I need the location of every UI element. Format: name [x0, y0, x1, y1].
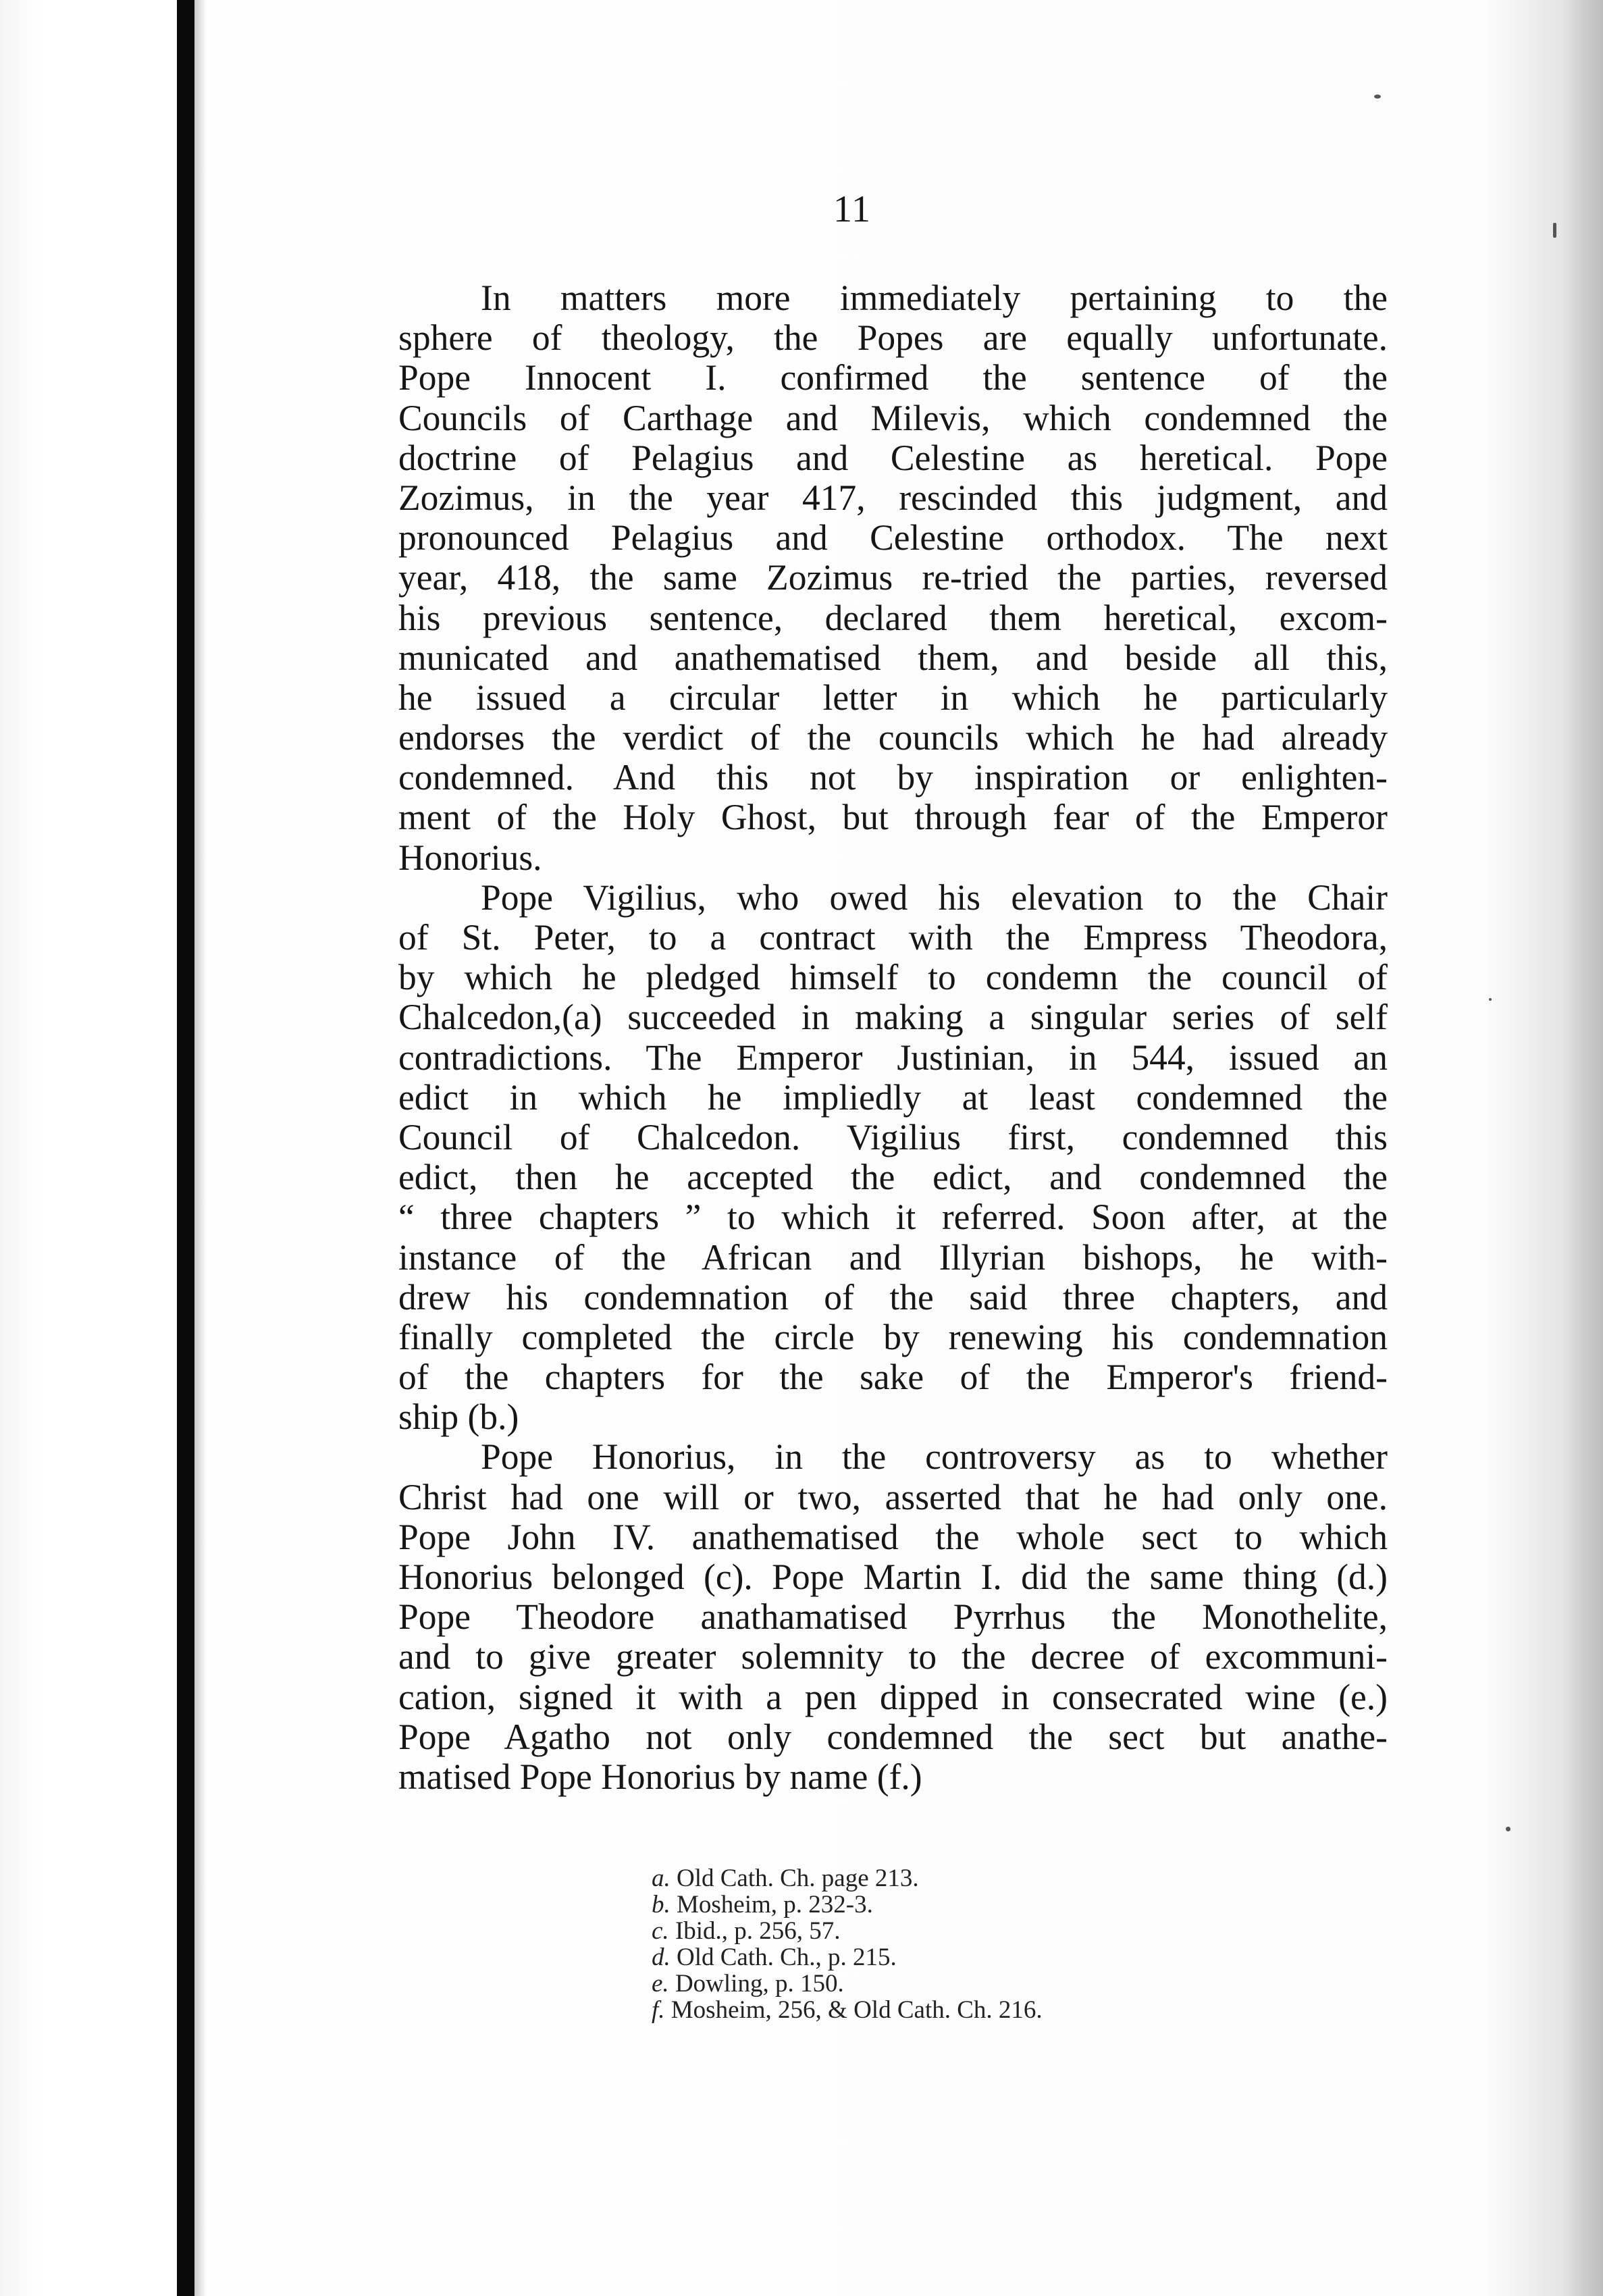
text-line: pronounced Pelagius and Celestine orthodox. The next: [398, 517, 1388, 558]
footnote-text: Old Cath. Ch., p. 215.: [677, 1943, 897, 1971]
text-line: Pope Theodore anathamatised Pyrrhus the Monothelite,: [398, 1596, 1388, 1638]
text-line: Pope John IV. anathematised the whole sect to which: [398, 1516, 1388, 1557]
footnotes: [652, 1865, 1043, 2023]
text-line: Pope Honorius, in the controversy as to whether: [481, 1436, 1388, 1478]
text-line: endorses the verdict of the councils which he had already: [398, 717, 1388, 758]
text-line: finally completed the circle by renewing his condemnation: [398, 1316, 1388, 1357]
text-line: contradictions. The Emperor Justinian, in 544, issued an: [398, 1037, 1388, 1078]
text-line: Councils of Carthage and Milevis, which condemned the: [398, 397, 1388, 438]
text-line: “ three chapters ” to which it referred. Soon after, at the: [398, 1197, 1388, 1238]
paragraph: [398, 878, 1388, 1438]
footnote-marker: e.: [652, 1970, 669, 1998]
footnote-marker: f.: [652, 1996, 665, 2024]
text-line: edict, then he accepted the edict, and condemned the: [398, 1157, 1388, 1198]
footnote-text: Ibid., p. 256, 57.: [675, 1917, 841, 1945]
footnote-text: Dowling, p. 150.: [675, 1970, 844, 1998]
text-line: Pope Agatho not only condemned the sect but anathe-: [398, 1716, 1388, 1757]
body-text: [398, 278, 1388, 1797]
text-line: ship (b.): [398, 1397, 519, 1438]
text-line: Pope Vigilius, who owed his elevation to the Chair: [481, 877, 1388, 918]
scan-speck: [1506, 1827, 1510, 1831]
text-line: municated and anathematised them, and beside all this,: [398, 637, 1388, 678]
text-line: of the chapters for the sake of the Emperor's friend-: [398, 1357, 1388, 1398]
text-line: edict in which he impliedly at least condemned the: [398, 1076, 1388, 1118]
text-line: and to give greater solemnity to the decree of excommuni-: [398, 1636, 1388, 1677]
text-line: Chalcedon,(a) succeeded in making a singular series of self: [398, 997, 1388, 1038]
footnote-marker: d.: [652, 1943, 671, 1971]
footnote: [652, 1891, 1043, 1918]
text-line: drew his condemnation of the said three chapters, and: [398, 1276, 1388, 1317]
text-line: In matters more immediately pertaining to the: [481, 278, 1388, 318]
text-line: his previous sentence, declared them heretical, excom-: [398, 597, 1388, 638]
text-line: year, 418, the same Zozimus re-tried the parties, reversed: [398, 557, 1388, 598]
text-line: sphere of theology, the Popes are equally unfortunate.: [398, 317, 1388, 359]
text-line: Honorius.: [398, 837, 542, 878]
text-line: condemned. And this not by inspiration or enlighten-: [398, 757, 1388, 798]
footnote-marker: a.: [652, 1864, 671, 1892]
text-line: of St. Peter, to a contract with the Empress Theodora,: [398, 917, 1388, 958]
footnote: [652, 1944, 1043, 1971]
text-line: Council of Chalcedon. Vigilius first, condemned this: [398, 1116, 1388, 1157]
scan-speck: [1489, 998, 1492, 1001]
text-line: he issued a circular letter in which he particularly: [398, 677, 1388, 718]
text-line: Christ had one will or two, asserted that he had only one.: [398, 1476, 1388, 1517]
text-line: Zozimus, in the year 417, rescinded this judgment, and: [398, 477, 1388, 518]
text-line: Pope Innocent I. confirmed the sentence of the: [398, 357, 1388, 398]
footnote: [652, 1865, 1043, 1891]
footnote-marker: b.: [652, 1891, 671, 1919]
footnote: [652, 1997, 1043, 2023]
text-line: instance of the African and Illyrian bishops, he with-: [398, 1236, 1388, 1278]
footnote-text: Mosheim, 256, & Old Cath. Ch. 216.: [671, 1996, 1043, 2024]
paragraph: [398, 1437, 1388, 1797]
footnote-marker: c.: [652, 1917, 669, 1945]
text-line: Honorius belonged (c). Pope Martin I. did the same thing (d.): [398, 1557, 1388, 1597]
text-line: ment of the Holy Ghost, but through fear of the Emperor: [398, 797, 1388, 838]
paragraph: [398, 278, 1388, 878]
text-line: doctrine of Pelagius and Celestine as heretical. Pope: [398, 437, 1388, 478]
footnote: [652, 1918, 1043, 1944]
binding-edge: [177, 0, 194, 2296]
scan-speck: [1374, 95, 1381, 99]
footnote: [652, 1971, 1043, 1997]
footnote-text: Mosheim, p. 232-3.: [677, 1891, 873, 1919]
footnote-text: Old Cath. Ch. page 213.: [677, 1864, 919, 1892]
binding-shadow: [194, 0, 207, 2296]
text-line: by which he pledged himself to condemn the council of: [398, 957, 1388, 998]
text-line: cation, signed it with a pen dipped in consecrated wine (e.): [398, 1676, 1388, 1717]
page-number: 11: [833, 188, 871, 230]
text-line: matised Pope Honorius by name (f.): [398, 1756, 922, 1797]
page-edge-shadow: [1562, 0, 1603, 2296]
